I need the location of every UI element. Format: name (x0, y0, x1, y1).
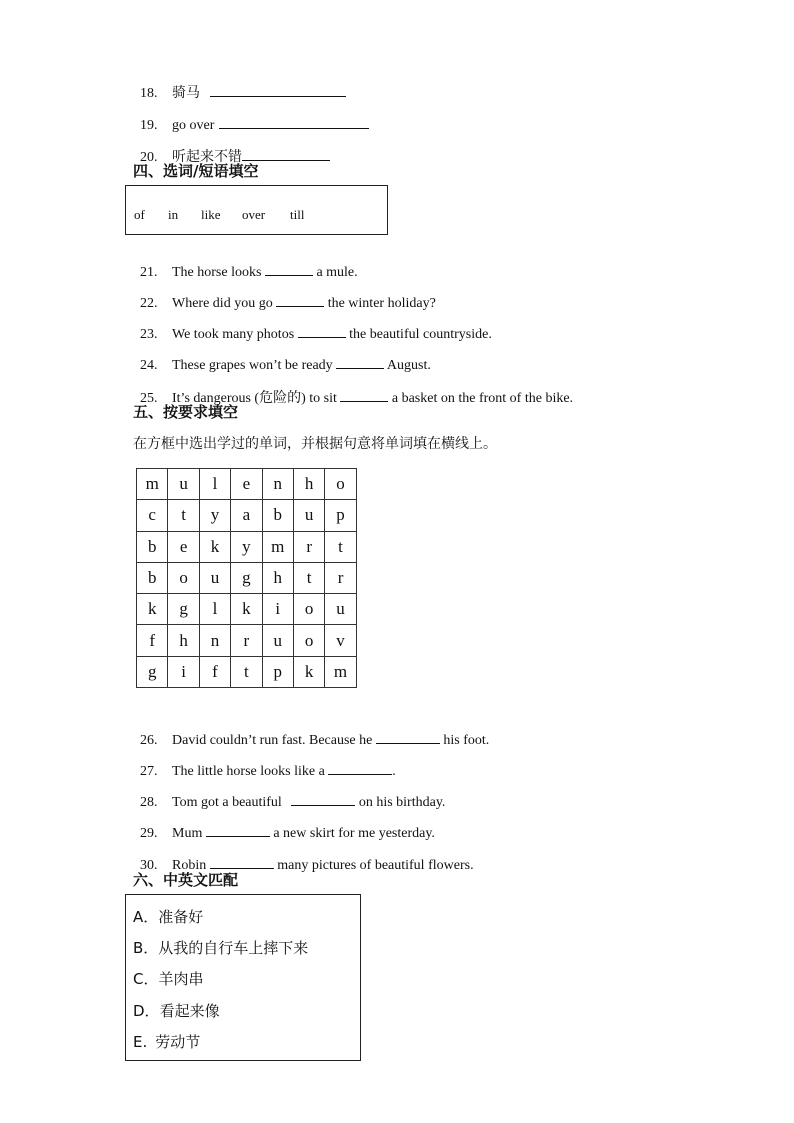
question-22 (133, 277, 436, 312)
answer-blank[interactable] (242, 147, 330, 161)
match-option-c (133, 968, 204, 989)
letter-grid-row (137, 562, 357, 593)
question-text-after: the beautiful countryside. (345, 327, 492, 342)
option-letter: B． (133, 939, 159, 957)
word-bank-item: over (242, 207, 266, 222)
letter-grid-cell: k (231, 594, 262, 625)
question-text-after: . (392, 764, 396, 779)
answer-blank[interactable] (376, 730, 440, 744)
answer-blank[interactable] (336, 355, 384, 369)
letter-grid-cell: u (199, 562, 230, 593)
option-letter: E. (133, 1033, 148, 1051)
question-text-before: David couldn’t run fast. Because he (172, 733, 376, 748)
question-text-after: the winter holiday? (324, 296, 436, 311)
word-bank-item: of (134, 207, 145, 222)
letter-grid-cell: m (137, 469, 168, 500)
word-bank-item: like (201, 207, 221, 222)
section-title: 五、按要求填空 (133, 403, 239, 421)
question-number: 29. (140, 826, 158, 841)
answer-blank[interactable] (340, 388, 388, 402)
match-option-e (133, 1031, 200, 1052)
option-text: 从我的自行车上摔下来 (158, 939, 309, 957)
letter-grid-cell: l (199, 594, 230, 625)
question-text-before: Robin (172, 858, 210, 873)
letter-grid-cell: n (262, 469, 293, 500)
question-number: 18. (140, 86, 158, 101)
question-number: 28. (140, 795, 158, 810)
letter-grid-cell: t (325, 531, 356, 562)
letter-grid-cell: o (293, 625, 324, 656)
letter-grid (136, 468, 357, 688)
answer-blank[interactable] (328, 761, 392, 775)
answer-blank[interactable] (276, 293, 324, 307)
letter-grid-cell: p (325, 500, 356, 531)
question-27 (133, 745, 396, 780)
letter-grid-cell: h (293, 469, 324, 500)
letter-grid-cell: u (325, 594, 356, 625)
letter-grid-cell: g (168, 594, 199, 625)
question-text: go over (172, 118, 215, 133)
question-24 (133, 339, 431, 374)
section-instruction: 在方框中选出学过的单词，并根据句意将单词填在横线上。 (133, 436, 497, 452)
match-option-b (133, 937, 308, 958)
word-bank-item: till (290, 207, 305, 222)
answer-blank[interactable] (206, 823, 270, 837)
letter-grid-cell: i (168, 656, 199, 687)
letter-grid-cell: u (262, 625, 293, 656)
question-18 (133, 66, 346, 102)
question-text-before: Mum (172, 826, 206, 841)
question-text-after: many pictures of beautiful flowers. (273, 858, 474, 873)
letter-grid-cell: k (199, 531, 230, 562)
letter-grid-cell: f (137, 625, 168, 656)
letter-grid-cell: m (325, 656, 356, 687)
question-number: 22. (140, 296, 158, 311)
answer-blank[interactable] (265, 262, 313, 276)
question-text-after: a mule. (312, 265, 358, 280)
question-text-before: The little horse looks like a (172, 764, 329, 779)
question-19 (133, 99, 369, 134)
letter-grid-cell: f (199, 656, 230, 687)
letter-grid-cell: o (325, 469, 356, 500)
letter-grid-cell: c (137, 500, 168, 531)
letter-grid-cell: u (293, 500, 324, 531)
answer-blank[interactable] (298, 324, 346, 338)
letter-grid-row (137, 625, 357, 656)
question-number: 24. (140, 358, 158, 373)
question-28 (133, 776, 445, 811)
option-letter: C． (133, 970, 159, 988)
question-text-before: These grapes won’t be ready (172, 358, 337, 373)
letter-grid-cell: r (325, 562, 356, 593)
letter-grid-cell: g (137, 656, 168, 687)
section-title: 四、选词/短语填空 (133, 162, 259, 180)
answer-blank[interactable] (291, 792, 355, 806)
letter-grid-cell: l (199, 469, 230, 500)
question-23 (133, 308, 492, 343)
letter-grid-cell: v (325, 625, 356, 656)
letter-grid-cell: y (199, 500, 230, 531)
question-number: 26. (140, 733, 158, 748)
question-number: 25. (140, 391, 158, 406)
option-text: 羊肉串 (158, 970, 204, 988)
letter-grid-cell: k (137, 594, 168, 625)
letter-grid-cell: h (262, 562, 293, 593)
letter-grid-row (137, 500, 357, 531)
letter-grid-cell: e (231, 469, 262, 500)
option-text: 劳动节 (155, 1033, 201, 1051)
word-bank (125, 185, 388, 235)
question-text: 听起来不错 (172, 149, 242, 165)
question-text-before: We took many photos (172, 327, 298, 342)
match-option-a (133, 906, 203, 927)
question-text-before: Where did you go (172, 296, 277, 311)
letter-grid-row (137, 594, 357, 625)
question-29 (133, 807, 435, 842)
question-text-after: on his birthday. (355, 795, 446, 810)
word-bank-item: in (168, 207, 179, 222)
option-text: 准备好 (158, 908, 204, 926)
question-26 (133, 714, 489, 749)
letter-grid-cell: y (231, 531, 262, 562)
question-text: 骑马 (172, 85, 200, 101)
section-title: 六、中英文匹配 (133, 871, 239, 889)
letter-grid-cell: o (168, 562, 199, 593)
match-options-box (125, 894, 361, 1061)
letter-grid-cell: t (168, 500, 199, 531)
question-text-before: Tom got a beautiful (172, 795, 286, 810)
letter-grid-cell: k (293, 656, 324, 687)
letter-grid-cell: m (262, 531, 293, 562)
letter-grid-cell: b (137, 562, 168, 593)
option-text: 看起来像 (159, 1002, 220, 1020)
question-number: 30. (140, 858, 158, 873)
question-number: 19. (140, 118, 158, 133)
question-number: 21. (140, 265, 158, 280)
question-text-after: August. (384, 358, 431, 373)
question-text-before: The horse looks (172, 265, 265, 280)
answer-blank[interactable] (210, 855, 274, 869)
letter-grid-cell: g (231, 562, 262, 593)
question-21 (133, 246, 358, 281)
letter-grid-row (137, 656, 357, 687)
letter-grid-cell: r (231, 625, 262, 656)
question-number: 20. (140, 150, 158, 165)
letter-grid-cell: o (293, 594, 324, 625)
letter-grid-cell: r (293, 531, 324, 562)
letter-grid-cell: i (262, 594, 293, 625)
question-text-after: his foot. (439, 733, 490, 748)
letter-grid-cell: n (199, 625, 230, 656)
letter-grid-cell: u (168, 469, 199, 500)
letter-grid-cell: p (262, 656, 293, 687)
question-text-after: a basket on the front of the bike. (388, 391, 574, 406)
question-text-after: a new skirt for me yesterday. (269, 826, 435, 841)
match-option-d (133, 1000, 220, 1021)
letter-grid-cell: b (262, 500, 293, 531)
letter-grid-cell: t (293, 562, 324, 593)
option-letter: A． (133, 908, 159, 926)
letter-grid-cell: t (231, 656, 262, 687)
question-number: 27. (140, 764, 158, 779)
question-number: 23. (140, 327, 158, 342)
letter-grid-row (137, 531, 357, 562)
question-text-before: It’s dangerous (危险的) to sit (172, 391, 341, 406)
letter-grid-cell: e (168, 531, 199, 562)
letter-grid-cell: a (231, 500, 262, 531)
answer-blank[interactable] (210, 83, 346, 97)
option-letter: D． (133, 1002, 160, 1020)
letter-grid-cell: h (168, 625, 199, 656)
letter-grid-row (137, 469, 357, 500)
answer-blank[interactable] (219, 115, 369, 129)
letter-grid-cell: b (137, 531, 168, 562)
